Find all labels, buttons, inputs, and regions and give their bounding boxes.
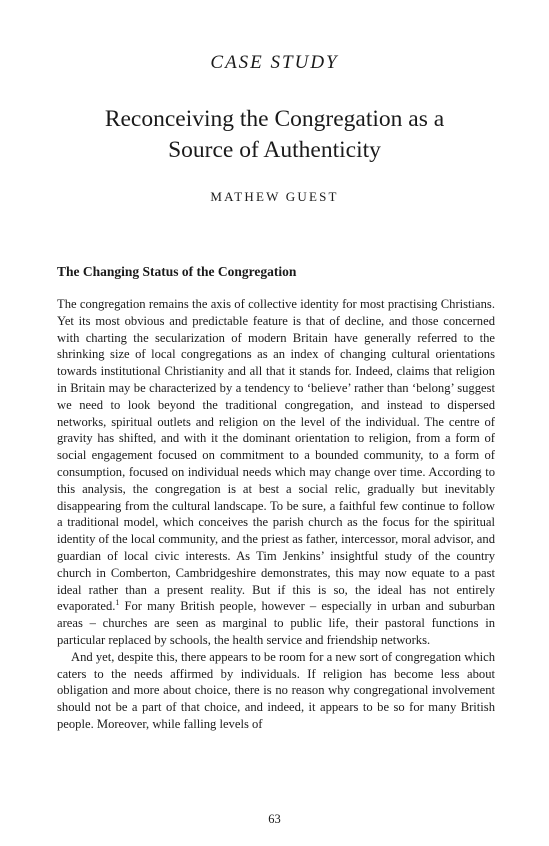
case-study-label: CASE STUDY xyxy=(210,52,339,73)
chapter-title-line-2: Source of Authenticity xyxy=(168,137,381,163)
page-number: 63 xyxy=(268,812,281,826)
author-name: MATHEW GUEST xyxy=(210,189,339,204)
chapter-title xyxy=(60,104,489,166)
paragraph-2: And yet, despite this, there appears to be room for a new sort of congregation which caters to the needs affirmed by individuals. If religion has become less about obligation and more about choice, there is no reason why congregational involvement should not be a part of that choice, and indeed, it appears to be so for many British people. Moreover, while falling levels of xyxy=(57,649,495,731)
paragraph-1-text-b: For many British people, however – especially in urban and suburban areas – churches are seen as marginal to public life, their pastoral functions in particular replaced by schools, the health service and friendship networks. xyxy=(57,599,495,647)
body-text xyxy=(57,296,495,733)
paragraph-1-text-a: The congregation remains the axis of collective identity for most practising Christians. Yet its most obvious and predictable feature is that of decline, and those concerned with charting the secularization of modern Britain have generally referred to the shrinking size of local congregations as an index of changing cultural orientations towards institutional Christianity and all that it stands for. Indeed, claims that religion in Britain may be characterized by a tendency to ‘believe’ rather than ‘belong’ suggest we need to look beyond the traditional congregation, and instead to dispersed networks, spiritual outlets and religion on the level of the individual. The centre of gravity has shifted, and with it the dominant orientation to religion, from a form of social engagement focused on commitment to a bounded community, to a form of consumption, focused on individual needs which may change over time. According to this analysis, the congregation is at best a social relic, gradually but inevitably disappearing from the cultural landscape. To be sure, a faithful few continue to follow a traditional model, which conceives the parish church as the focus for the spiritual identity of the local community, and the priest as father, intercessor, moral advisor, and guardian of local civic interests. As Tim Jenkins’ insightful study of the country church in Comberton, Cambridgeshire demonstrates, this may now equate to a past ideal rather than a present reality. But if this is so, the ideal has not entirely evaporated. xyxy=(57,297,495,614)
footnote-reference[interactable]: 1 xyxy=(115,598,120,608)
paragraph-1 xyxy=(57,296,495,649)
chapter-title-line-1: Reconceiving the Congregation as a xyxy=(104,106,445,132)
section-heading: The Changing Status of the Congregation xyxy=(57,264,297,279)
